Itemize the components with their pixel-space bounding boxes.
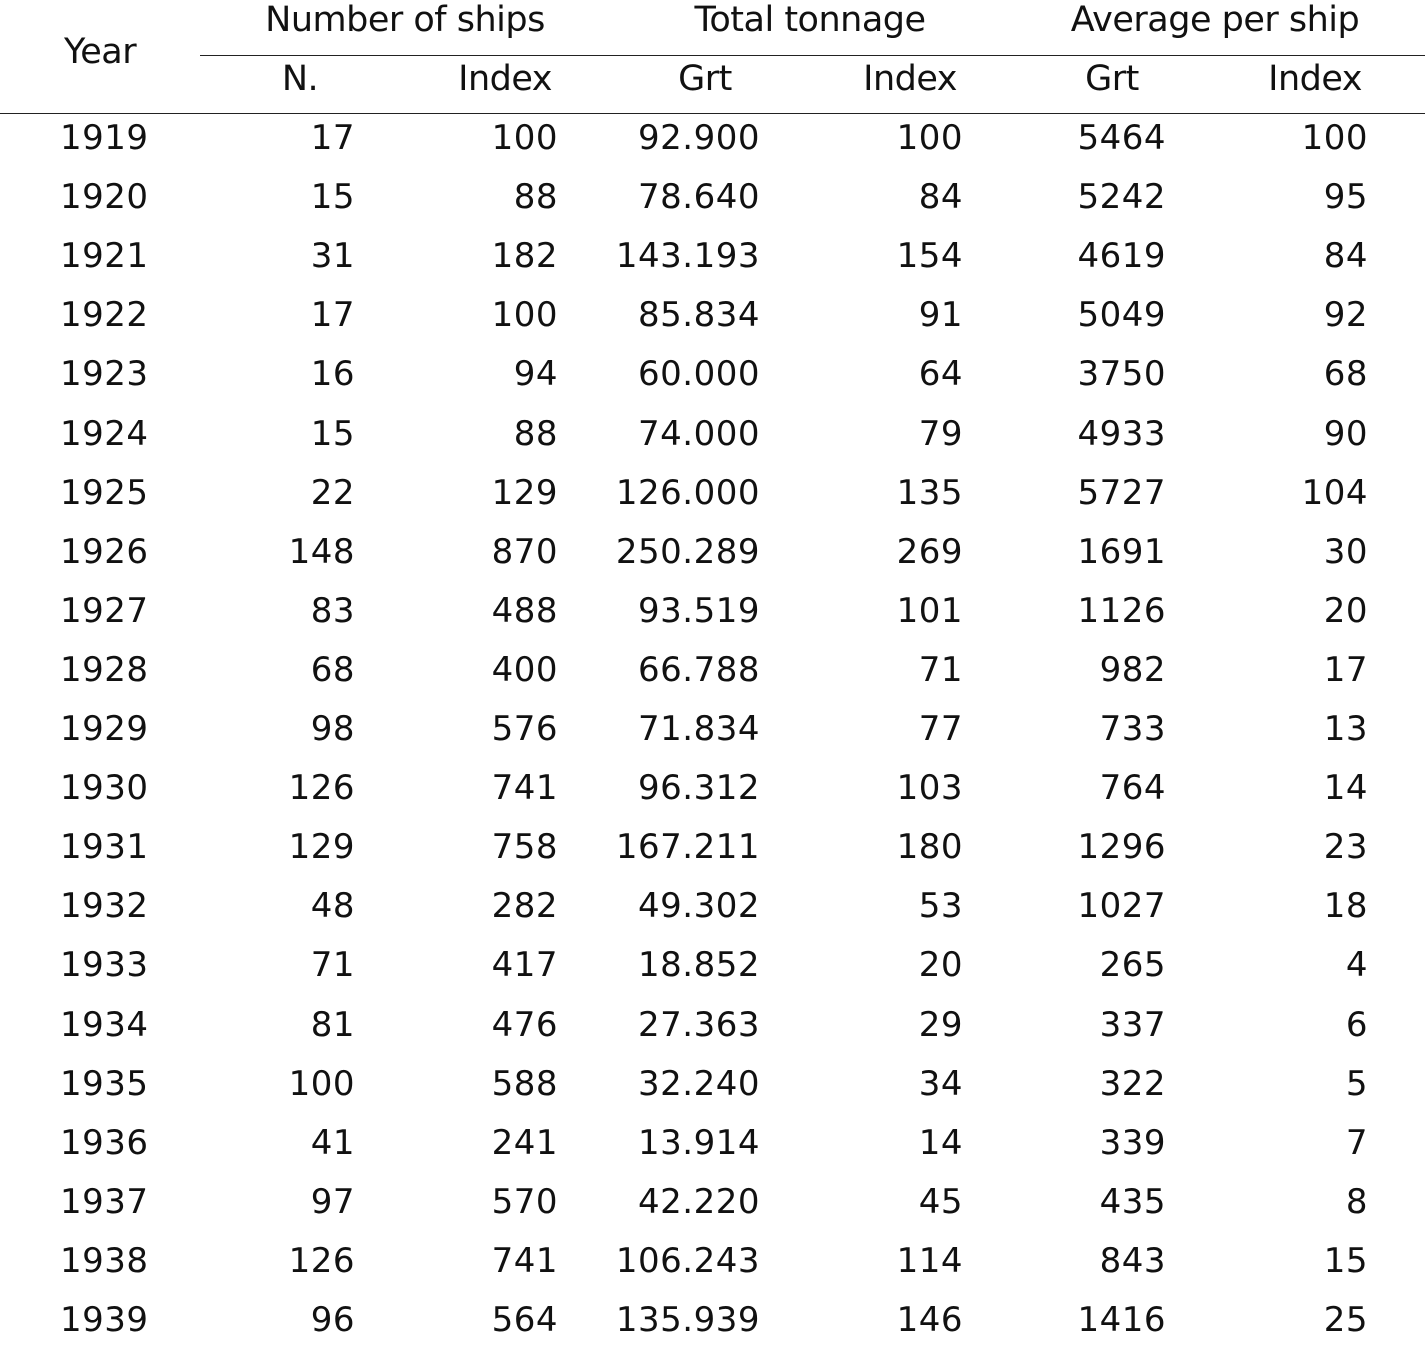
cell-year: 1920 <box>60 177 149 218</box>
cell-ships-index: 476 <box>491 1004 558 1045</box>
cell-average-index: 92 <box>1323 295 1368 336</box>
cell-ships-n: 16 <box>310 354 355 395</box>
cell-year: 1924 <box>60 413 149 454</box>
cell-year: 1933 <box>60 945 149 986</box>
cell-ships-index: 564 <box>491 1300 558 1340</box>
cell-ships-n: 31 <box>310 236 355 277</box>
cell-ships-n: 126 <box>288 768 355 809</box>
cell-ships-index: 88 <box>513 413 558 454</box>
cell-year: 1928 <box>60 649 149 690</box>
cell-ships-index: 241 <box>491 1122 558 1163</box>
cell-average-grt: 764 <box>1099 768 1166 809</box>
table-row <box>0 886 1425 945</box>
cell-average-index: 8 <box>1345 1181 1368 1222</box>
header-sub-index: Index <box>863 59 957 99</box>
cell-year: 1922 <box>60 295 149 336</box>
cell-average-grt: 5049 <box>1077 295 1166 336</box>
cell-tonnage-index: 91 <box>918 295 963 336</box>
cell-ships-n: 15 <box>310 177 355 218</box>
cell-ships-n: 97 <box>310 1181 355 1222</box>
cell-tonnage-grt: 135.939 <box>615 1300 760 1340</box>
header-group-average-per-ship: Average per ship <box>1070 0 1360 40</box>
cell-ships-n: 81 <box>310 1004 355 1045</box>
cell-ships-n: 68 <box>310 649 355 690</box>
cell-ships-index: 282 <box>491 886 558 927</box>
cell-tonnage-grt: 49.302 <box>638 886 760 927</box>
cell-ships-index: 400 <box>491 649 558 690</box>
header-sub-index: Index <box>1268 59 1362 99</box>
cell-ships-index: 741 <box>491 1240 558 1281</box>
cell-ships-index: 100 <box>491 295 558 336</box>
table-row <box>0 827 1425 886</box>
cell-ships-n: 17 <box>310 295 355 336</box>
cell-average-grt: 1416 <box>1077 1300 1166 1340</box>
cell-tonnage-grt: 32.240 <box>638 1063 760 1104</box>
cell-average-index: 13 <box>1323 709 1368 749</box>
cell-ships-n: 17 <box>310 118 355 158</box>
cell-average-grt: 1027 <box>1077 886 1166 927</box>
cell-average-grt: 1691 <box>1077 531 1166 572</box>
table-row <box>0 591 1425 650</box>
cell-year: 1927 <box>60 590 149 631</box>
cell-average-index: 6 <box>1345 1004 1368 1045</box>
cell-average-index: 100 <box>1301 118 1368 158</box>
cell-ships-index: 88 <box>513 177 558 218</box>
cell-tonnage-grt: 78.640 <box>638 177 760 218</box>
cell-tonnage-index: 114 <box>896 1240 963 1281</box>
cell-ships-n: 22 <box>310 472 355 513</box>
cell-ships-n: 100 <box>288 1063 355 1104</box>
cell-tonnage-index: 269 <box>896 531 963 572</box>
cell-tonnage-index: 14 <box>918 1122 963 1163</box>
cell-average-grt: 733 <box>1099 709 1166 749</box>
cell-tonnage-grt: 126.000 <box>615 472 760 513</box>
cell-average-grt: 435 <box>1099 1181 1166 1222</box>
cell-tonnage-grt: 93.519 <box>638 590 760 631</box>
table-row <box>0 1005 1425 1064</box>
cell-tonnage-index: 100 <box>896 118 963 158</box>
cell-average-index: 18 <box>1323 886 1368 927</box>
cell-tonnage-index: 45 <box>918 1181 963 1222</box>
cell-average-index: 17 <box>1323 649 1368 690</box>
table-row <box>0 118 1425 177</box>
cell-year: 1923 <box>60 354 149 395</box>
cell-average-grt: 322 <box>1099 1063 1166 1104</box>
cell-ships-index: 758 <box>491 827 558 868</box>
cell-year: 1926 <box>60 531 149 572</box>
cell-average-grt: 5242 <box>1077 177 1166 218</box>
cell-average-index: 25 <box>1323 1300 1368 1340</box>
cell-year: 1932 <box>60 886 149 927</box>
table-row <box>0 1064 1425 1123</box>
header-group-total-tonnage: Total tonnage <box>694 0 926 40</box>
cell-tonnage-index: 64 <box>918 354 963 395</box>
table-row <box>0 414 1425 473</box>
table-row <box>0 295 1425 354</box>
cell-average-index: 84 <box>1323 236 1368 277</box>
header-sub-grt: Grt <box>1085 59 1139 99</box>
cell-average-grt: 4933 <box>1077 413 1166 454</box>
table-row <box>0 354 1425 413</box>
cell-average-index: 104 <box>1301 472 1368 513</box>
cell-ships-n: 83 <box>310 590 355 631</box>
cell-average-grt: 843 <box>1099 1240 1166 1281</box>
cell-ships-index: 488 <box>491 590 558 631</box>
cell-ships-n: 126 <box>288 1240 355 1281</box>
cell-tonnage-index: 20 <box>918 945 963 986</box>
cell-ships-index: 588 <box>491 1063 558 1104</box>
cell-tonnage-grt: 85.834 <box>638 295 760 336</box>
cell-year: 1931 <box>60 827 149 868</box>
cell-average-grt: 3750 <box>1077 354 1166 395</box>
cell-tonnage-index: 79 <box>918 413 963 454</box>
cell-average-index: 95 <box>1323 177 1368 218</box>
cell-average-index: 5 <box>1345 1063 1368 1104</box>
cell-tonnage-index: 154 <box>896 236 963 277</box>
cell-average-grt: 1126 <box>1077 590 1166 631</box>
table-row <box>0 177 1425 236</box>
cell-tonnage-grt: 96.312 <box>638 768 760 809</box>
table-row <box>0 1241 1425 1300</box>
table-row <box>0 650 1425 709</box>
cell-average-index: 7 <box>1345 1122 1368 1163</box>
cell-ships-n: 98 <box>310 709 355 749</box>
cell-tonnage-index: 135 <box>896 472 963 513</box>
table-row <box>0 709 1425 768</box>
cell-tonnage-index: 101 <box>896 590 963 631</box>
table-row <box>0 1300 1425 1359</box>
cell-ships-index: 100 <box>491 118 558 158</box>
cell-average-index: 20 <box>1323 590 1368 631</box>
cell-tonnage-index: 77 <box>918 709 963 749</box>
cell-average-index: 15 <box>1323 1240 1368 1281</box>
cell-tonnage-index: 34 <box>918 1063 963 1104</box>
header-sub-grt: Grt <box>678 59 732 99</box>
cell-average-grt: 337 <box>1099 1004 1166 1045</box>
header-group-number-of-ships: Number of ships <box>265 0 545 40</box>
table-row <box>0 1123 1425 1182</box>
cell-average-index: 23 <box>1323 827 1368 868</box>
cell-tonnage-grt: 250.289 <box>615 531 760 572</box>
cell-ships-n: 96 <box>310 1300 355 1340</box>
cell-year: 1929 <box>60 709 149 749</box>
cell-year: 1938 <box>60 1240 149 1281</box>
cell-average-grt: 1296 <box>1077 827 1166 868</box>
cell-year: 1939 <box>60 1300 149 1340</box>
cell-year: 1921 <box>60 236 149 277</box>
cell-tonnage-grt: 27.363 <box>638 1004 760 1045</box>
cell-ships-n: 71 <box>310 945 355 986</box>
cell-average-index: 68 <box>1323 354 1368 395</box>
cell-ships-n: 15 <box>310 413 355 454</box>
cell-average-index: 90 <box>1323 413 1368 454</box>
cell-year: 1935 <box>60 1063 149 1104</box>
cell-tonnage-grt: 106.243 <box>615 1240 760 1281</box>
cell-tonnage-index: 146 <box>896 1300 963 1340</box>
cell-average-grt: 5464 <box>1077 118 1166 158</box>
cell-average-grt: 265 <box>1099 945 1166 986</box>
cell-ships-index: 417 <box>491 945 558 986</box>
cell-year: 1937 <box>60 1181 149 1222</box>
cell-tonnage-grt: 143.193 <box>615 236 760 277</box>
header-sub-index: Index <box>458 59 552 99</box>
header-group-rule <box>200 55 1425 56</box>
cell-tonnage-grt: 42.220 <box>638 1181 760 1222</box>
table-row <box>0 473 1425 532</box>
cell-ships-index: 741 <box>491 768 558 809</box>
cell-ships-index: 576 <box>491 709 558 749</box>
cell-year: 1934 <box>60 1004 149 1045</box>
cell-average-grt: 5727 <box>1077 472 1166 513</box>
header-sub-n: N. <box>281 59 319 99</box>
cell-tonnage-index: 53 <box>918 886 963 927</box>
cell-ships-n: 48 <box>310 886 355 927</box>
cell-tonnage-index: 29 <box>918 1004 963 1045</box>
cell-tonnage-index: 180 <box>896 827 963 868</box>
cell-tonnage-grt: 74.000 <box>638 413 760 454</box>
cell-ships-index: 570 <box>491 1181 558 1222</box>
cell-tonnage-grt: 167.211 <box>615 827 760 868</box>
cell-year: 1925 <box>60 472 149 513</box>
cell-average-grt: 982 <box>1099 649 1166 690</box>
cell-average-index: 14 <box>1323 768 1368 809</box>
cell-tonnage-grt: 71.834 <box>638 709 760 749</box>
cell-tonnage-grt: 60.000 <box>638 354 760 395</box>
cell-ships-index: 182 <box>491 236 558 277</box>
cell-tonnage-grt: 18.852 <box>638 945 760 986</box>
table-row <box>0 945 1425 1004</box>
cell-ships-n: 148 <box>288 531 355 572</box>
cell-tonnage-index: 71 <box>918 649 963 690</box>
header-year: Year <box>64 32 137 72</box>
cell-year: 1930 <box>60 768 149 809</box>
table-row <box>0 532 1425 591</box>
cell-average-grt: 4619 <box>1077 236 1166 277</box>
cell-average-index: 30 <box>1323 531 1368 572</box>
cell-ships-n: 129 <box>288 827 355 868</box>
header-bottom-rule <box>0 113 1425 114</box>
cell-year: 1936 <box>60 1122 149 1163</box>
cell-average-index: 4 <box>1345 945 1368 986</box>
cell-year: 1919 <box>60 118 149 158</box>
table-row <box>0 1182 1425 1241</box>
cell-average-grt: 339 <box>1099 1122 1166 1163</box>
cell-ships-index: 94 <box>513 354 558 395</box>
cell-tonnage-index: 84 <box>918 177 963 218</box>
cell-tonnage-grt: 92.900 <box>638 118 760 158</box>
cell-tonnage-grt: 66.788 <box>638 649 760 690</box>
cell-ships-index: 870 <box>491 531 558 572</box>
table-row <box>0 768 1425 827</box>
cell-ships-index: 129 <box>491 472 558 513</box>
cell-ships-n: 41 <box>310 1122 355 1163</box>
table-row <box>0 236 1425 295</box>
cell-tonnage-grt: 13.914 <box>638 1122 760 1163</box>
cell-tonnage-index: 103 <box>896 768 963 809</box>
